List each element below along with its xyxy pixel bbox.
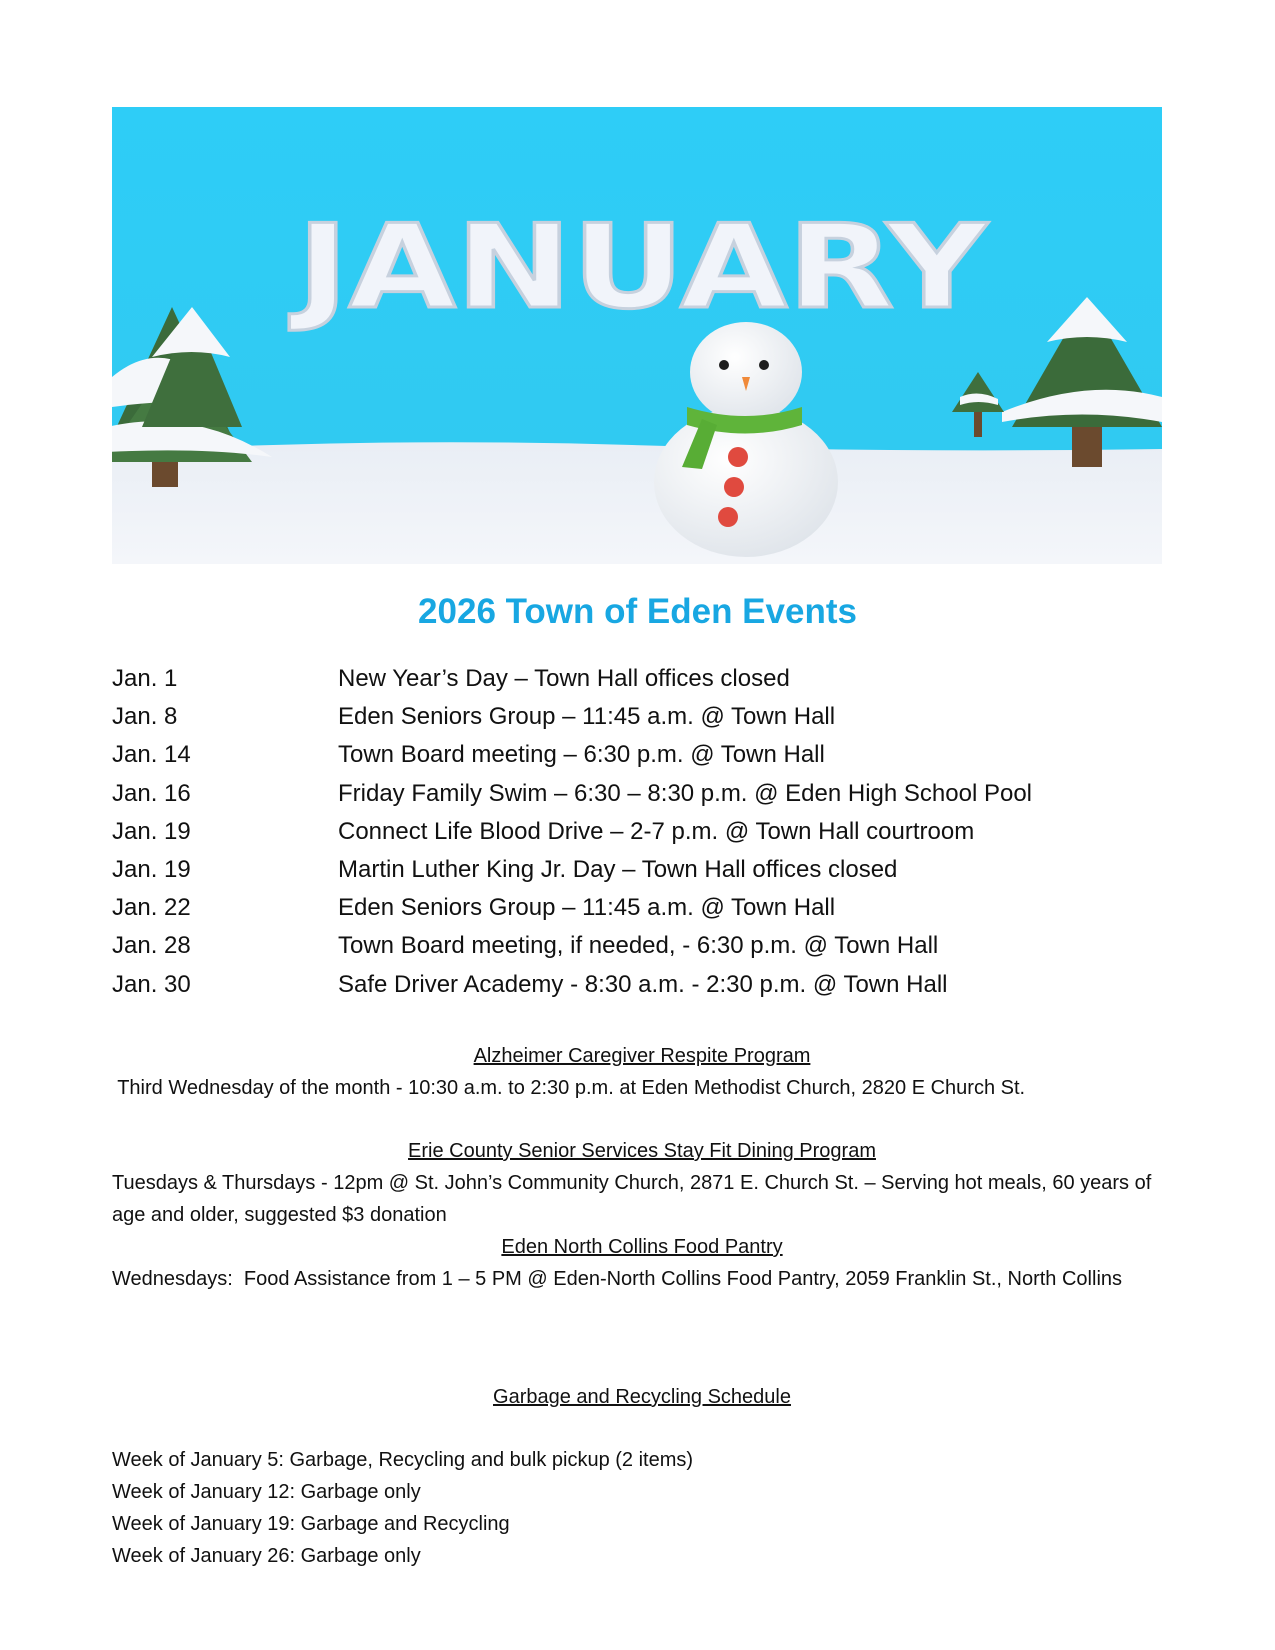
garbage-heading: Garbage and Recycling Schedule	[493, 1386, 791, 1408]
event-row	[112, 660, 1172, 698]
january-banner-image	[112, 107, 1162, 564]
event-row	[112, 966, 1172, 1004]
food-pantry-section	[112, 1231, 1172, 1295]
page-title: 2026 Town of Eden Events	[418, 592, 857, 631]
program-text: Third Wednesday of the month - 10:30 a.m. to 2:30 p.m. at Eden Methodist Church, 2820 E Church St.	[112, 1077, 1026, 1099]
event-date: Jan. 19	[112, 856, 191, 884]
event-date: Jan. 22	[112, 894, 191, 922]
garbage-week-list	[112, 1444, 1172, 1572]
event-row	[112, 775, 1172, 813]
stay-fit-dining-section	[112, 1135, 1172, 1231]
event-description: Town Board meeting – 6:30 p.m. @ Town Hall	[338, 741, 825, 769]
alzheimer-program-section	[112, 1040, 1172, 1104]
garbage-week-item: Week of January 5: Garbage, Recycling and bulk pickup (2 items)	[112, 1449, 694, 1471]
event-description: New Year’s Day – Town Hall offices closed	[338, 665, 790, 692]
event-date: Jan. 28	[112, 932, 191, 960]
program-text: Wednesdays: Food Assistance from 1 – 5 PM @ Eden-North Collins Food Pantry, 2059 Franklin St., North Collins	[112, 1268, 1123, 1290]
event-description: Town Board meeting, if needed, - 6:30 p.m. @ Town Hall	[338, 932, 939, 960]
event-row	[112, 736, 1172, 774]
event-date: Jan. 30	[112, 970, 191, 998]
event-date: Jan. 14	[112, 741, 191, 769]
event-row	[112, 698, 1172, 736]
garbage-schedule-section	[112, 1381, 1172, 1413]
event-description: Eden Seniors Group – 11:45 a.m. @ Town Hall	[338, 703, 836, 731]
event-date: Jan. 8	[112, 703, 178, 731]
events-list	[112, 660, 1172, 1004]
event-row	[112, 889, 1172, 927]
event-date: Jan. 19	[112, 817, 191, 845]
event-date: Jan. 16	[112, 779, 191, 807]
banner-lettering: JANUARY	[288, 200, 990, 335]
event-description: Eden Seniors Group – 11:45 a.m. @ Town Hall	[338, 894, 836, 922]
program-heading: Alzheimer Caregiver Respite Program	[473, 1045, 811, 1067]
event-description: Friday Family Swim – 6:30 – 8:30 p.m. @ Eden High School Pool	[338, 779, 1033, 807]
program-heading: Eden North Collins Food Pantry	[501, 1236, 783, 1258]
event-description: Martin Luther King Jr. Day – Town Hall offices closed	[338, 856, 898, 884]
garbage-week-item: Week of January 12: Garbage only	[112, 1481, 421, 1503]
january-banner-illustration	[112, 107, 1162, 564]
program-text: Tuesdays & Thursdays - 12pm @ St. John’s Community Church, 2871 E. Church St. – Serving hot meals, 60 years of age and older, suggested $3 donation	[112, 1172, 1152, 1226]
program-heading: Erie County Senior Services Stay Fit Dining Program	[408, 1140, 876, 1162]
garbage-week-item: Week of January 19: Garbage and Recycling	[112, 1513, 510, 1535]
event-row	[112, 927, 1172, 965]
garbage-week-item: Week of January 26: Garbage only	[112, 1545, 421, 1567]
event-date: Jan. 1	[112, 665, 178, 692]
event-row	[112, 851, 1172, 889]
event-row	[112, 813, 1172, 851]
event-description: Connect Life Blood Drive – 2-7 p.m. @ Town Hall courtroom	[338, 817, 975, 845]
event-description: Safe Driver Academy - 8:30 a.m. - 2:30 p.m. @ Town Hall	[338, 970, 948, 998]
